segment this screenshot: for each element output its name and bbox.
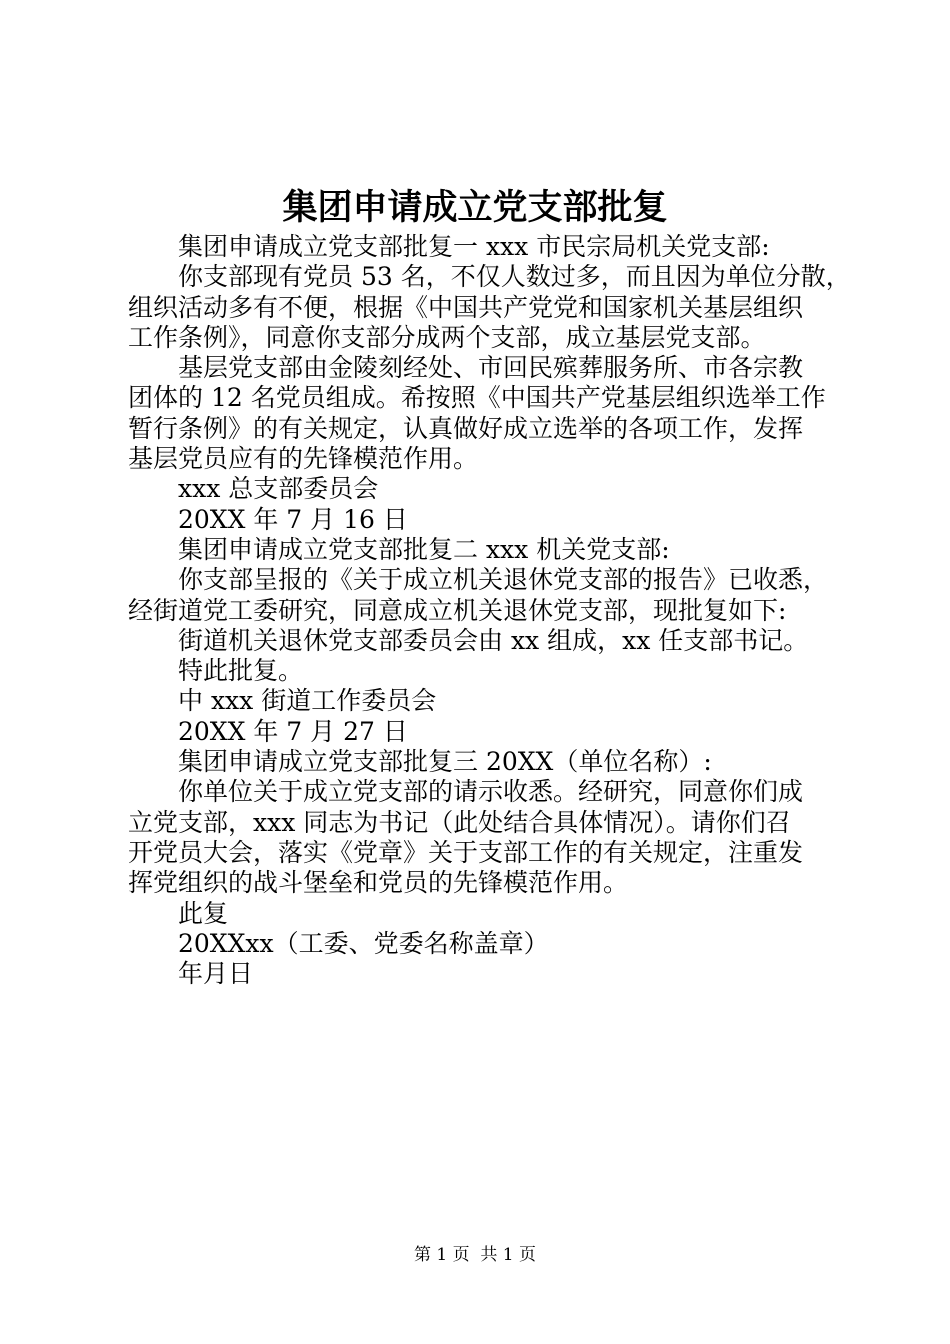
paragraph-line: 特此批复。 [178,656,304,686]
document-body [128,232,851,989]
paragraph-line: 开党员大会，落实《党章》关于支部工作的有关规定，注重发 [128,837,804,867]
paragraph-line: 集团申请成立党支部批复一 xxx 市民宗局机关党支部: [178,232,770,261]
signature-line: 20XXxx（工委、党委名称盖章） [178,928,549,958]
paragraph-line: 组织活动多有不便，根据《中国共产党党和国家机关基层组织 [128,292,804,322]
paragraph-line: 街道机关退休党支部委员会由 xx 组成，xx 任支部书记。 [178,625,809,655]
paragraph-line: 此复 [178,898,229,928]
paragraph-line: 基层党支部由金陵刻经处、市回民殡葬服务所、市各宗教 [178,353,804,383]
page-footer [0,1243,950,1267]
paragraph-line: 你单位关于成立党支部的请示收悉。经研究，同意你们成 [178,777,804,807]
paragraph-line: 暂行条例》的有关规定，认真做好成立选举的各项工作，发挥 [128,413,804,443]
paragraph-line: 立党支部，xxx 同志为书记（此处结合具体情况）。请你们召 [128,807,791,837]
paragraph-line: 挥党组织的战斗堡垒和党员的先锋模范作用。 [128,868,629,898]
document-title: 集团申请成立党支部批复 [282,188,668,228]
paragraph-line: 经街道党工委研究，同意成立机关退休党支部，现批复如下: [128,595,787,625]
date-line: 年月日 [178,959,254,989]
paragraph-line: 集团申请成立党支部批复二 xxx 机关党支部: [178,534,670,564]
date-line: 20XX 年 7 月 27 日 [178,716,408,746]
paragraph-line: 基层党员应有的先锋模范作用。 [128,444,479,474]
paragraph-line: 集团申请成立党支部批复三 20XX（单位名称）: [178,747,712,777]
paragraph-line: 你支部现有党员 53 名，不仅人数过多，而且因为单位分散， [178,262,851,292]
page-number: 第 1 页 共 1 页 [413,1245,537,1265]
paragraph-line: 团体的 12 名党员组成。希按照《中国共产党基层组织选举工作 [128,383,826,413]
signature-line: xxx 总支部委员会 [178,474,379,504]
signature-line: 中 xxx 街道工作委员会 [178,686,437,716]
paragraph-line: 工作条例》，同意你支部分成两个支部，成立基层党支部。 [128,322,766,352]
date-line: 20XX 年 7 月 16 日 [178,504,408,534]
paragraph-line: 你支部呈报的《关于成立机关退休党支部的报告》已收悉， [178,565,829,595]
